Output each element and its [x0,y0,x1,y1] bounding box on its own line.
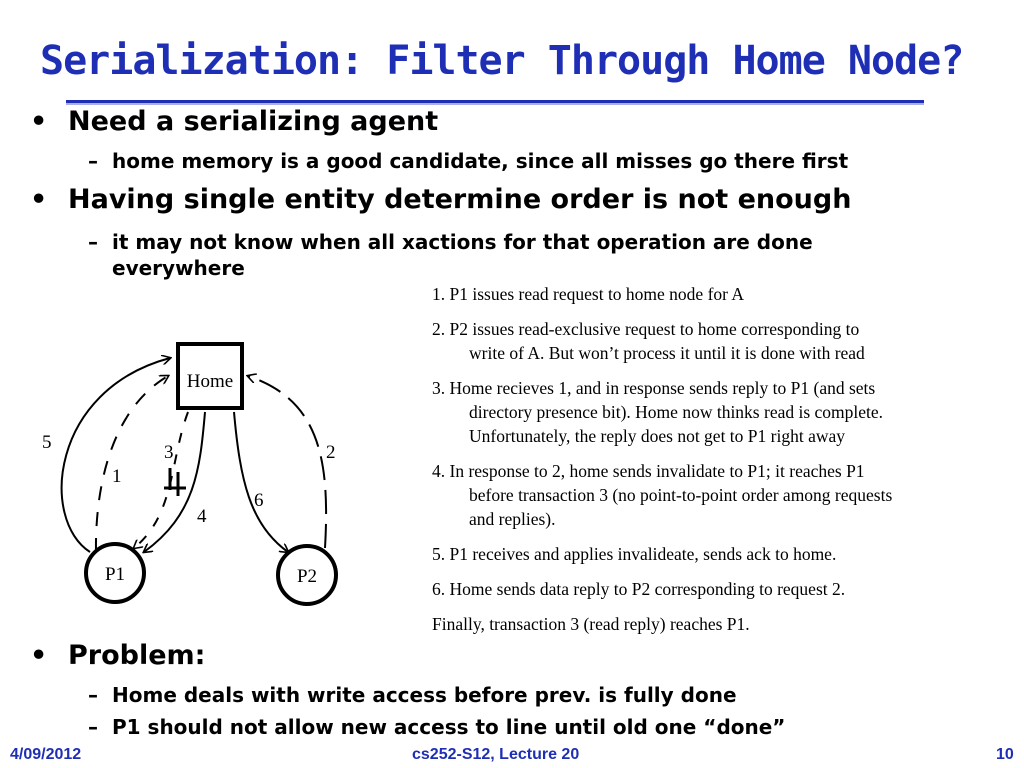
step-3-line-3: Unfortunately, the reply does not get to P1 right away [469,426,846,446]
step-5-line-1: 5. P1 receives and applies invalideate, sends ack to home. [432,544,837,564]
arrow-4 [144,412,205,552]
step-final-line-1: Finally, transaction 3 (read reply) reaches P1. [432,614,750,634]
bullet-1-sub-1 [88,149,848,173]
bullet-2-sub-1-text: it may not know when all xactions for that operation are done [112,230,813,254]
arrow-2-label: 2 [326,442,336,463]
p2-label: P2 [296,566,318,587]
bullet-2-sub-1-continuation: everywhere [112,256,245,280]
arrow-1-label: 1 [112,466,122,487]
home-label: Home [186,371,234,392]
slide-title: Serialization: Filter Through Home Node? [40,38,964,84]
arrow-3 [134,412,188,548]
bullet-3 [30,640,205,671]
footer-page-number: 10 [996,746,1014,763]
step-3-line-1: 3. Home recieves 1, and in response sends reply to P1 (and sets [432,378,876,398]
bullet-dot: • [30,106,48,137]
title-underline [66,100,924,103]
step-6-line-1: 6. Home sends data reply to P2 corresponding to request 2. [432,579,846,599]
step-6 [432,577,1024,601]
step-1 [432,282,1024,306]
arrow-5-label: 5 [42,432,52,453]
sub-dash: – [88,683,98,707]
bullet-dot: • [30,184,48,215]
bullet-3-sub-2-text: P1 should not allow new access to line until old one “done” [112,715,786,739]
bullet-2 [30,184,851,215]
bullet-dot: • [30,640,48,671]
step-2 [432,317,1024,365]
step-5 [432,542,1024,566]
crossing-marks [164,468,186,496]
step-4-line-1: 4. In response to 2, home sends invalidate to P1; it reaches P1 [432,461,865,481]
bullet-1-text: Need a serializing agent [68,106,439,137]
step-3 [432,376,1024,448]
bullet-1 [30,106,438,137]
step-2-line-1: 2. P2 issues read-exclusive request to home corresponding to [432,319,860,339]
sub-dash: – [88,715,98,739]
step-4-line-2: before transaction 3 (no point-to-point order among requests [469,485,893,505]
arrow-5 [62,358,170,552]
bullet-3-sub-1 [88,683,737,707]
bullet-3-text: Problem: [68,640,206,671]
step-2-line-2: write of A. But won’t process it until it is done with read [469,343,865,363]
bullet-2-sub-1 [88,230,813,280]
bullet-1-sub-1-text: home memory is a good candidate, since all misses go there first [112,149,849,173]
sub-dash: – [88,230,98,254]
arrow-1 [96,376,168,552]
sub-dash: – [88,149,98,173]
p1-label: P1 [104,564,126,585]
arrow-6 [234,412,288,552]
bullet-3-sub-1-text: Home deals with write access before prev. is fully done [112,683,737,707]
transaction-steps [432,282,1024,647]
footer-course: cs252-S12, Lecture 20 [412,746,580,763]
step-4 [432,459,1024,531]
step-final [432,612,1024,636]
arrow-6-label: 6 [254,490,264,511]
footer-date: 4/09/2012 [10,746,82,763]
arrow-4-label: 4 [197,506,207,527]
bullet-3-sub-2 [88,715,785,739]
arrow-3-label: 3 [164,442,174,463]
step-4-line-3: and replies). [469,509,556,529]
coherence-diagram [0,330,430,630]
step-3-line-2: directory presence bit). Home now thinks read is complete. [469,402,884,422]
step-1-line-1: 1. P1 issues read request to home node for A [432,284,745,304]
bullet-2-text: Having single entity determine order is not enough [68,184,852,215]
